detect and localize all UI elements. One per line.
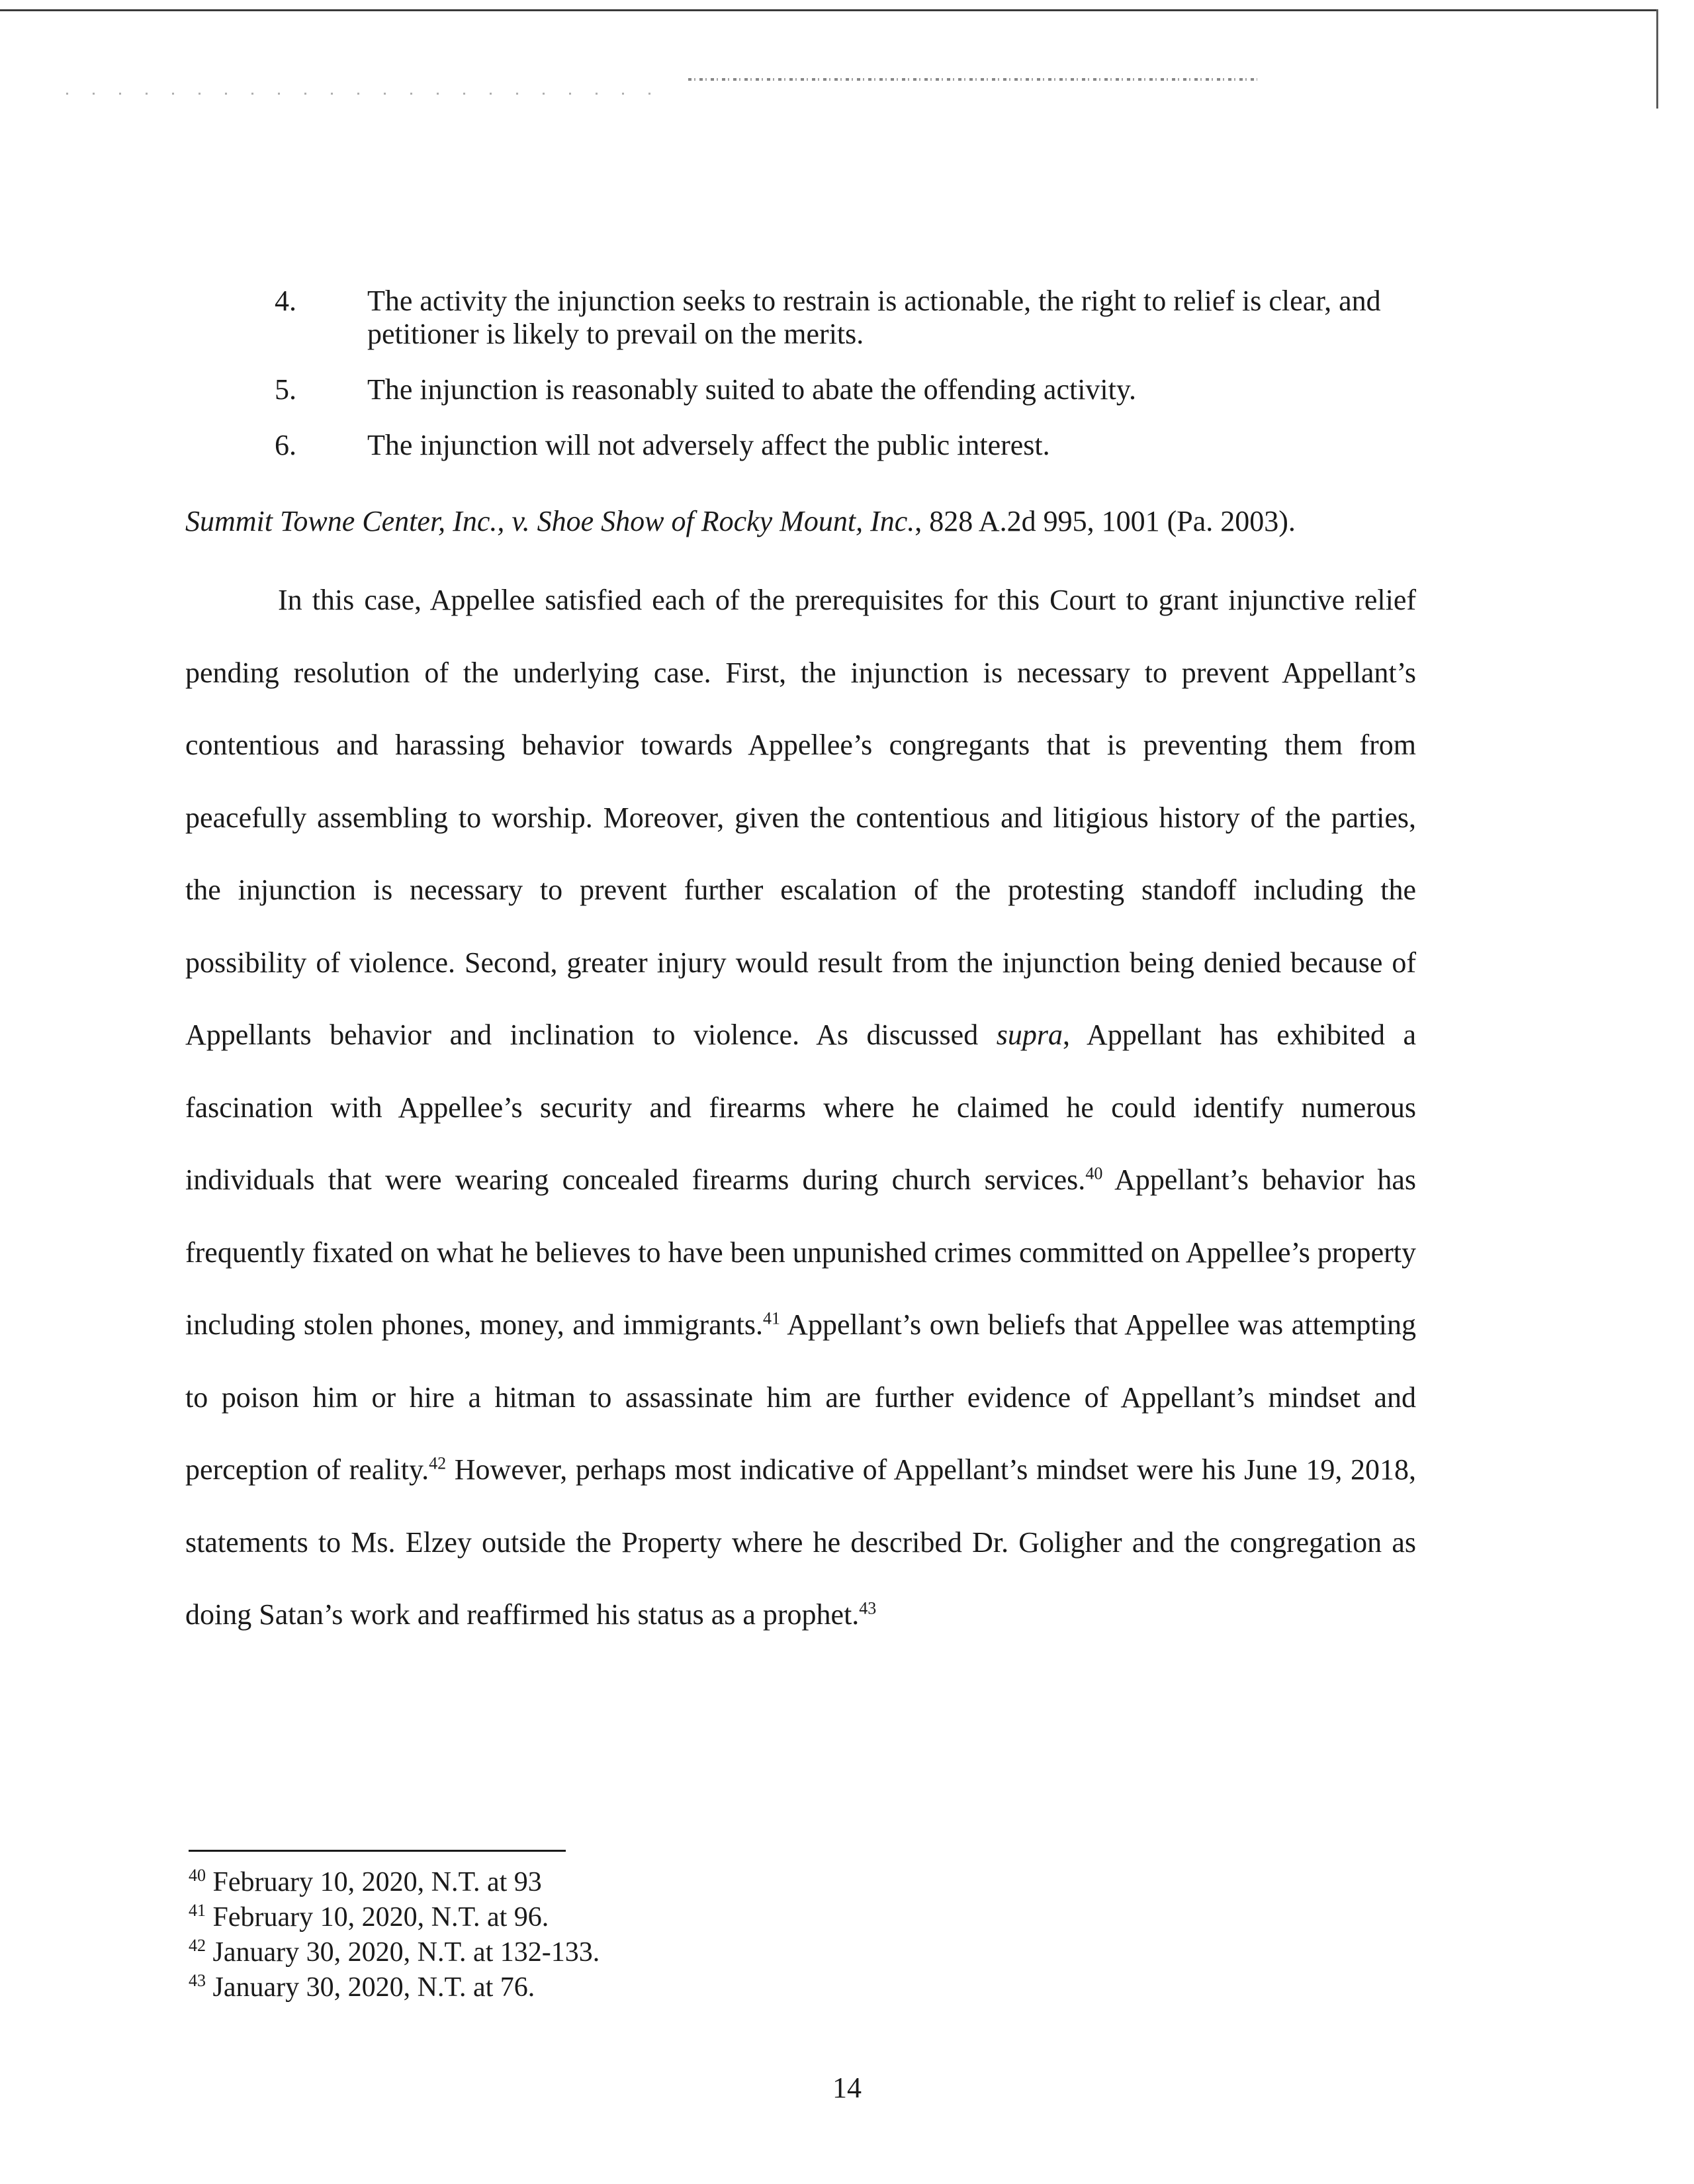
scan-right-border bbox=[1656, 9, 1658, 109]
list-text: The activity the injunction seeks to restrain is actionable, the right to relief is clear, and petitioner is likely to prevail on the merits. bbox=[367, 285, 1381, 350]
argument-paragraph bbox=[185, 564, 1416, 1651]
paragraph-text: Appellant’s behavior has frequently fixated on what he believes to have been unpunished crimes committed on Appellee’s property including stolen phones, money, and immigrants. bbox=[185, 1163, 1417, 1341]
footnote-number: 43 bbox=[189, 1971, 206, 1990]
footnote-ref[interactable]: 41 bbox=[763, 1308, 781, 1328]
case-name: Summit Towne Center, Inc., v. Shoe Show of Rocky Mount, Inc. bbox=[185, 505, 915, 537]
footnote-separator bbox=[189, 1850, 566, 1852]
footnote-number: 40 bbox=[189, 1866, 206, 1885]
footnote-text: January 30, 2020, N.T. at 76. bbox=[206, 1972, 535, 2003]
list-item bbox=[185, 285, 1416, 351]
case-citation bbox=[185, 503, 1416, 540]
scan-artifact bbox=[688, 78, 1257, 81]
footnote-number: 42 bbox=[189, 1936, 206, 1955]
footnote bbox=[189, 1865, 1181, 1900]
footnote-text: February 10, 2020, N.T. at 96. bbox=[206, 1902, 549, 1933]
list-text: The injunction will not adversely affect the public interest. bbox=[367, 429, 1050, 461]
footnote bbox=[189, 1970, 1181, 2005]
scan-artifact-dots bbox=[66, 93, 662, 95]
footnote bbox=[189, 1935, 1181, 1970]
list-item bbox=[185, 373, 1416, 406]
footnote-text: January 30, 2020, N.T. at 132-133. bbox=[206, 1937, 600, 1968]
list-number: 4. bbox=[275, 285, 296, 317]
footnote-ref[interactable]: 40 bbox=[1085, 1163, 1103, 1183]
footnote-ref[interactable]: 43 bbox=[859, 1598, 877, 1618]
list-item bbox=[185, 429, 1416, 462]
scan-top-border bbox=[0, 9, 1658, 11]
paragraph-text: , Appellant has exhibited a fascination with Appellee’s security and firearms where he claimed he could identify numerous individuals that were wearing concealed firearms during church services. bbox=[185, 1019, 1416, 1196]
footnote-text: February 10, 2020, N.T. at 93 bbox=[206, 1867, 542, 1897]
list-text: The injunction is reasonably suited to abate the offending activity. bbox=[367, 373, 1137, 406]
document-body bbox=[185, 285, 1416, 1651]
paragraph-text: However, perhaps most indicative of Appellant’s mindset were his June 19, 2018, statements to Ms. Elzey outside the Property where he described Dr. Goligher and the congregation as doing Satan’s work and reaffirmed his status as a prophet. bbox=[185, 1453, 1416, 1631]
footnotes bbox=[189, 1865, 1181, 2005]
case-reference: , 828 A.2d 995, 1001 (Pa. 2003). bbox=[914, 505, 1296, 537]
paragraph-text: In this case, Appellee satisfied each of the prerequisites for this Court to grant injunctive relief pending resolution of the underlying case. First, the injunction is necessary to prevent Appellant’s contentious and harassing behavior towards Appellee’s congregants that is preventing them from peacefully assembling to worship. Moreover, given the contentious and litigious history of the parties, the injunction is necessary to prevent further escalation of the protesting standoff including the possibility of violence. Second, greater injury would result from the injunction being denied because of Appellants behavior and inclination to violence. As discussed bbox=[185, 584, 1416, 1051]
page-number: 14 bbox=[832, 2071, 862, 2104]
footnote-ref[interactable]: 42 bbox=[429, 1453, 447, 1473]
footnote-number: 41 bbox=[189, 1901, 206, 1920]
list-number: 6. bbox=[275, 429, 296, 461]
paragraph-text: Appellant’s own beliefs that Appellee was attempting to poison him or hire a hitman to assassinate him are further evidence of Appellant’s mindset and perception of reality. bbox=[185, 1308, 1416, 1486]
list-number: 5. bbox=[275, 373, 296, 406]
footnote bbox=[189, 1900, 1181, 1935]
supra-text: supra bbox=[996, 1019, 1063, 1051]
